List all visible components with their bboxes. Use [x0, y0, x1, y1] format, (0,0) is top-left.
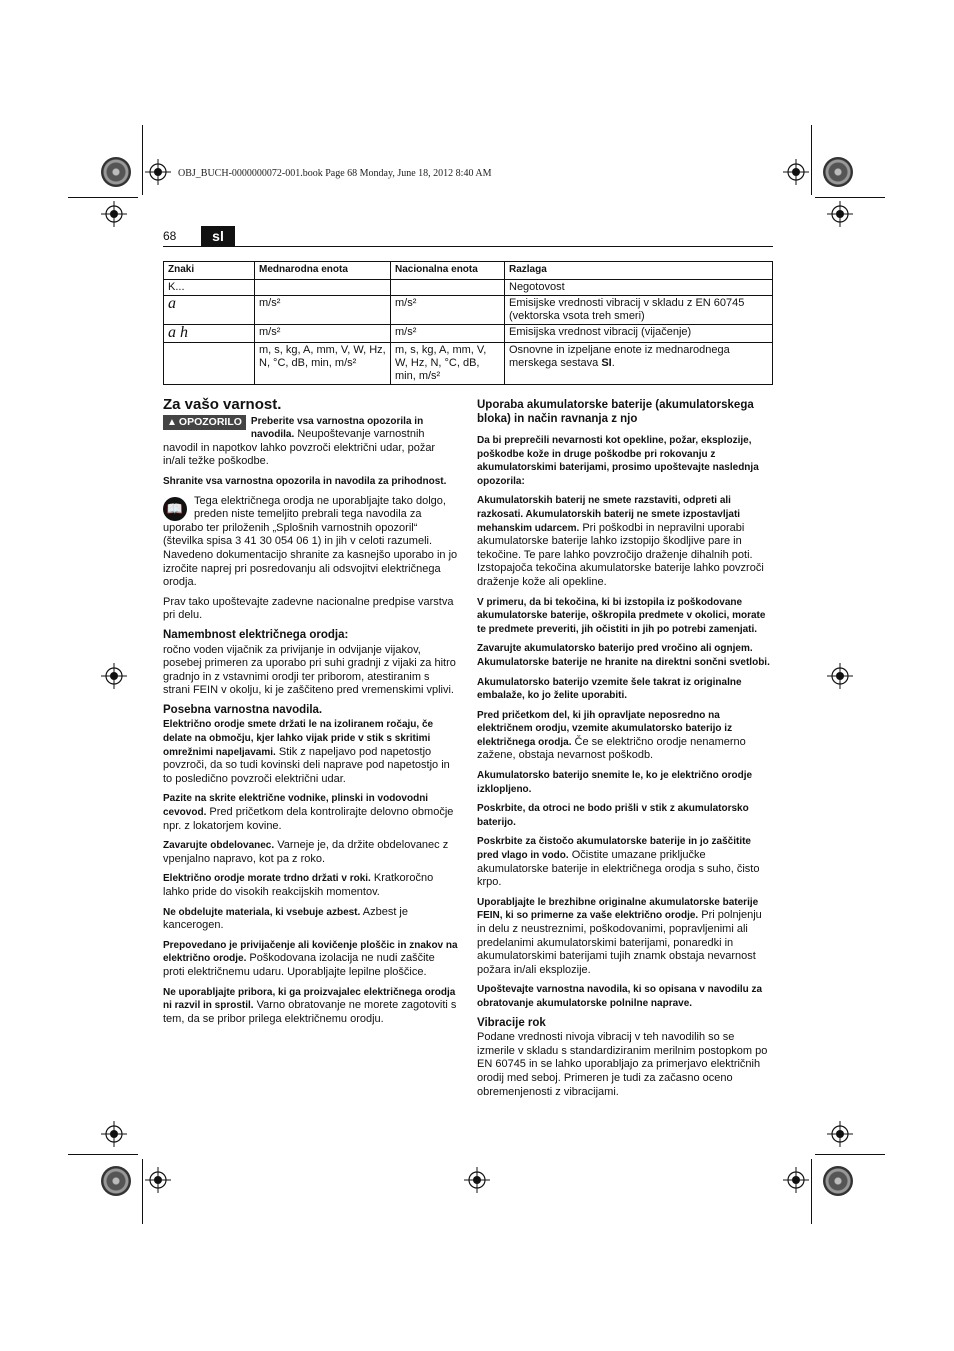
list-item	[477, 676, 773, 703]
left-column	[163, 398, 459, 1032]
symbol-text: a	[168, 295, 176, 312]
explanation-text: Osnovne in izpeljane enote iz mednarodnega merskega sestava	[509, 344, 730, 369]
table-cell	[164, 325, 255, 343]
registration-mark-icon	[464, 1167, 490, 1193]
table-cell: K...	[164, 280, 255, 296]
table-row	[164, 280, 773, 296]
item-bold: Ne obdelujte materiala, ki vsebuje azbest.	[163, 906, 361, 918]
list-item	[477, 596, 773, 637]
registration-mark-icon	[783, 159, 809, 185]
item-text: Kratkoročno lahko pride do visokih reakcijskih momentov.	[163, 872, 434, 898]
purpose-text: ročno voden vijačnik za privijanje in odvijanje vijakov, posebej primeren za uporabo pri suhi gradnji z vijaki za hitro gradnjo in z vstavnimi orodji ter priborom, atestiranim s strani FEIN v okolju, ki je zaščiteno pred vremenskimi vplivi.	[163, 643, 456, 697]
color-target-icon	[823, 157, 853, 187]
list-item	[477, 434, 773, 488]
table-header-cell: Razlaga	[505, 262, 773, 280]
item-bold: Akumulatorsko baterijo snemite le, ko je električno orodje izklopljeno.	[477, 770, 753, 795]
table-row	[164, 343, 773, 385]
manual-text: Tega električnega orodja ne uporabljajte tako dolgo, preden niste temeljito prebrali tega navodila za uporabo ter priloženih „Splošnih varnostnih opozoril“ (številka spisa 3 41 30 054 06 1) in jih v celoti razumeli. Navedeno dokumentacijo shranite za kasnejšo uporabo in jo izročite naprej pri posredovanju ali odsvojitvi električnega orodja.	[163, 494, 458, 589]
item-bold: Poskrbite za čistočo akumulatorske baterije in jo zaščitite pred vlago in vodo.	[477, 836, 751, 862]
item-bold: V primeru, da bi tekočina, ki bi izstopila iz poškodovane akumulatorske baterije, oškropila predmete v okolici, morate te predmete preveriti, jih očistiti in jih po potrebi zamenjati.	[477, 596, 766, 635]
table-cell: m/s²	[391, 325, 505, 343]
warning-paragraph	[163, 415, 459, 469]
item-bold: Zavarujte akumulatorsko baterijo pred vročino ali ognjem. Akumulatorske baterije ne hranite na direktni sončni svetlobi.	[477, 643, 770, 668]
item-text: Varno obratovanje ne morete zagotoviti s tem, da se pribor prilega električnemu orodju.	[163, 999, 457, 1025]
vibration-heading: Vibracije rok	[477, 1016, 546, 1029]
symbol-text: a h	[168, 324, 188, 341]
list-item	[477, 983, 773, 1010]
item-text: Stik z napeljavo pod napetostjo povzroči, da so tudi kovinski deli naprave pod napetostjo in to posledično povzroči električni udar.	[163, 745, 450, 785]
item-bold: Prepovedano je privijačenje ali kovičenje ploščic in znakov na električno orodje.	[163, 939, 458, 965]
list-item	[163, 906, 459, 933]
warning-badge	[163, 415, 246, 431]
right-column	[477, 398, 773, 1105]
table-cell	[164, 296, 255, 325]
registration-mark-icon	[101, 201, 127, 227]
special-safety-heading: Posebna varnostna navodila.	[163, 703, 323, 716]
item-text: Očistite umazane priključke akumulatorske baterije in električnega orodja s suho, čisto krpo.	[477, 849, 760, 889]
crop-mark	[142, 125, 143, 195]
list-item	[477, 494, 773, 589]
purpose-heading: Namembnost električnega orodja:	[163, 628, 349, 641]
item-text: Pred pričetkom dela kontrolirajte delovno območje npr. z lokatorjem kovine.	[163, 806, 454, 832]
crop-mark	[142, 1159, 143, 1224]
table-row	[164, 296, 773, 325]
item-bold: Akumulatorsko baterijo vzemite šele takrat iz originalne embalaže, ko jo želite uporabiti.	[477, 676, 742, 702]
registration-mark-icon	[101, 663, 127, 689]
crop-mark	[811, 1159, 812, 1224]
list-item	[163, 939, 459, 980]
crop-mark	[68, 1154, 138, 1155]
warning-triangle-icon: ▲	[167, 416, 177, 428]
color-target-icon	[101, 157, 131, 187]
crop-mark	[815, 197, 885, 198]
table-cell: Emisijska vrednost vibracij (vijačenje)	[505, 325, 773, 343]
table-header-cell: Mednarodna enota	[255, 262, 391, 280]
item-text: Pri polnjenju in delu z neustreznimi, poškodovanimi, popravljenimi ali predelanimi akumulatorskimi baterijami, ponaredki in akumulatorskimi baterijami tujih znamk obstaja nevarnost požara in/ali eksplozije.	[477, 909, 762, 976]
item-bold: Ne uporabljajte pribora, ki ga proizvajalec električnega orodja ni razvil in sprostil.	[163, 986, 456, 1012]
registration-mark-icon	[827, 1121, 853, 1147]
warning-bold: Preberite vsa varnostna opozorila in navodila.	[250, 415, 424, 441]
crop-mark	[815, 1154, 885, 1155]
list-item	[477, 642, 773, 669]
language-tab: sl	[201, 226, 235, 246]
list-item	[477, 769, 773, 796]
manual-paragraph	[163, 495, 459, 590]
item-bold: Upoštevajte varnostna navodila, ki so opisana v navodilu za obratovanje akumulatorske polnilne naprave.	[477, 984, 763, 1009]
warning-text: Neupoštevanje varnostnih navodil in napotkov lahko povzroči električni udar, požar in/ali težke poškodbe.	[163, 428, 436, 468]
item-text: Poškodovana izolacija ne nudi zaščite proti električnemu udaru. Uporabljajte lepilne ploščice.	[163, 952, 435, 978]
item-bold: Pred pričetkom del, ki jih opravljate neposredno na električnem orodju, vzemite akumulatorsko baterijo iz električnega orodja.	[477, 709, 733, 748]
item-bold: Poskrbite, da otroci ne bodo prišli v stik z akumulatorsko baterijo.	[477, 803, 749, 828]
section-title: Za vašo varnost.	[163, 396, 282, 413]
item-text: Varneje je, da držite obdelovanec z vpenjalno napravo, kot pa z roko.	[163, 839, 449, 865]
battery-heading: Uporaba akumulatorske baterije (akumulatorskega bloka) in način ravnanja z njo	[477, 399, 754, 425]
table-cell	[255, 280, 391, 296]
item-text: Azbest je kancerogen.	[163, 905, 408, 932]
item-text: Če se električno orodje nenamerno zažene, obstaja nevarnost poškodb.	[477, 735, 746, 762]
warning-badge-label: OPOZORILO	[178, 415, 242, 428]
table-cell: m/s²	[391, 296, 505, 325]
list-item	[163, 792, 459, 833]
crop-mark	[811, 125, 812, 195]
list-item	[477, 896, 773, 978]
table-cell: m, s, kg, A, mm, V, W, Hz, N, °C, dB, min, m/s²	[255, 343, 391, 385]
list-item	[477, 802, 773, 829]
registration-mark-icon	[145, 159, 171, 185]
registration-mark-icon	[101, 1121, 127, 1147]
keep-instructions: Shranite vsa varnostna opozorila in navodila za prihodnost.	[163, 475, 447, 487]
list-item	[477, 709, 773, 763]
si-label: SI	[601, 357, 612, 369]
item-text: Pri poškodbi in nepravilni uporabi akumulatorske baterije lahko izstopijo škodljive pare in tekočine. Te pare lahko povzročijo draženje dihalnih poti. Izstopajoča tekočina akumulatorske baterije lahko povzroči draženje kože ali opekline.	[477, 521, 764, 588]
read-manual-icon: 📖	[163, 497, 187, 521]
item-bold: Električno orodje morate trdno držati v roki.	[163, 873, 371, 885]
list-item	[163, 839, 459, 866]
crop-mark	[68, 197, 138, 198]
table-row	[164, 325, 773, 343]
color-target-icon	[823, 1166, 853, 1196]
registration-mark-icon	[827, 201, 853, 227]
list-item	[163, 986, 459, 1027]
national-regulations: Prav tako upoštevajte zadevne nacionalne predpise varstva pri delu.	[163, 595, 454, 622]
item-bold: Pazite na skrite električne vodnike, plinski in vodovodni cevovod.	[163, 793, 429, 819]
table-header-row	[164, 262, 773, 280]
vibration-text: Podane vrednosti nivoja vibracij v teh navodilih so se izmerile v skladu s standardiziranim merilnim postopkom po EN 60745 in se lahko uporabljajo za primerjavo električnih orodij med seboj. Primeren je tudi za začasno oceno obremenjenosti z vibracijami.	[477, 1031, 768, 1098]
table-cell	[505, 343, 773, 385]
registration-mark-icon	[783, 1167, 809, 1193]
table-header-cell: Znaki	[164, 262, 255, 280]
table-cell: m/s²	[255, 325, 391, 343]
table-cell: m, s, kg, A, mm, V, W, Hz, N, °C, dB, min, m/s²	[391, 343, 505, 385]
item-bold: Zavarujte obdelovanec.	[163, 840, 275, 852]
header-rule	[163, 246, 773, 247]
list-item	[163, 872, 459, 899]
explanation-suffix: .	[611, 357, 615, 369]
registration-mark-icon	[827, 663, 853, 689]
units-table	[163, 261, 773, 385]
table-cell: Negotovost	[505, 280, 773, 296]
page-number: 68	[163, 229, 177, 243]
book-info-line: OBJ_BUCH-0000000072-001.book Page 68 Monday, June 18, 2012 8:40 AM	[178, 168, 492, 179]
item-bold: Električno orodje smete držati le na izoliranem ročaju, če delate na območju, kjer lahko vijak pride v stik s skritimi omrežnimi napeljavami.	[163, 719, 434, 758]
list-item	[163, 718, 459, 786]
registration-mark-icon	[145, 1167, 171, 1193]
table-cell	[391, 280, 505, 296]
item-bold: Akumulatorskih baterij ne smete razstaviti, odpreti ali razkosati. Akumulatorskih baterij ne smete izpostavljati mehanskim udarcem.	[477, 495, 741, 534]
table-cell: Emisijske vrednosti vibracij v skladu z EN 60745 (vektorska vsota treh smeri)	[505, 296, 773, 325]
item-bold: Da bi preprečili nevarnosti kot opekline, požar, eksplozije, poškodbe kože in druge poškodbe pri rokovanju z akumulatorskimi baterijami, prosimo upoštevajte naslednja opozorila:	[477, 435, 759, 487]
table-cell: m/s²	[255, 296, 391, 325]
item-bold: Uporabljajte le brezhibne originalne akumulatorske baterije FEIN, ki so primerne za vaše električno orodje.	[477, 896, 759, 922]
table-header-cell: Nacionalna enota	[391, 262, 505, 280]
table-cell	[164, 343, 255, 385]
color-target-icon	[101, 1166, 131, 1196]
list-item	[477, 835, 773, 889]
